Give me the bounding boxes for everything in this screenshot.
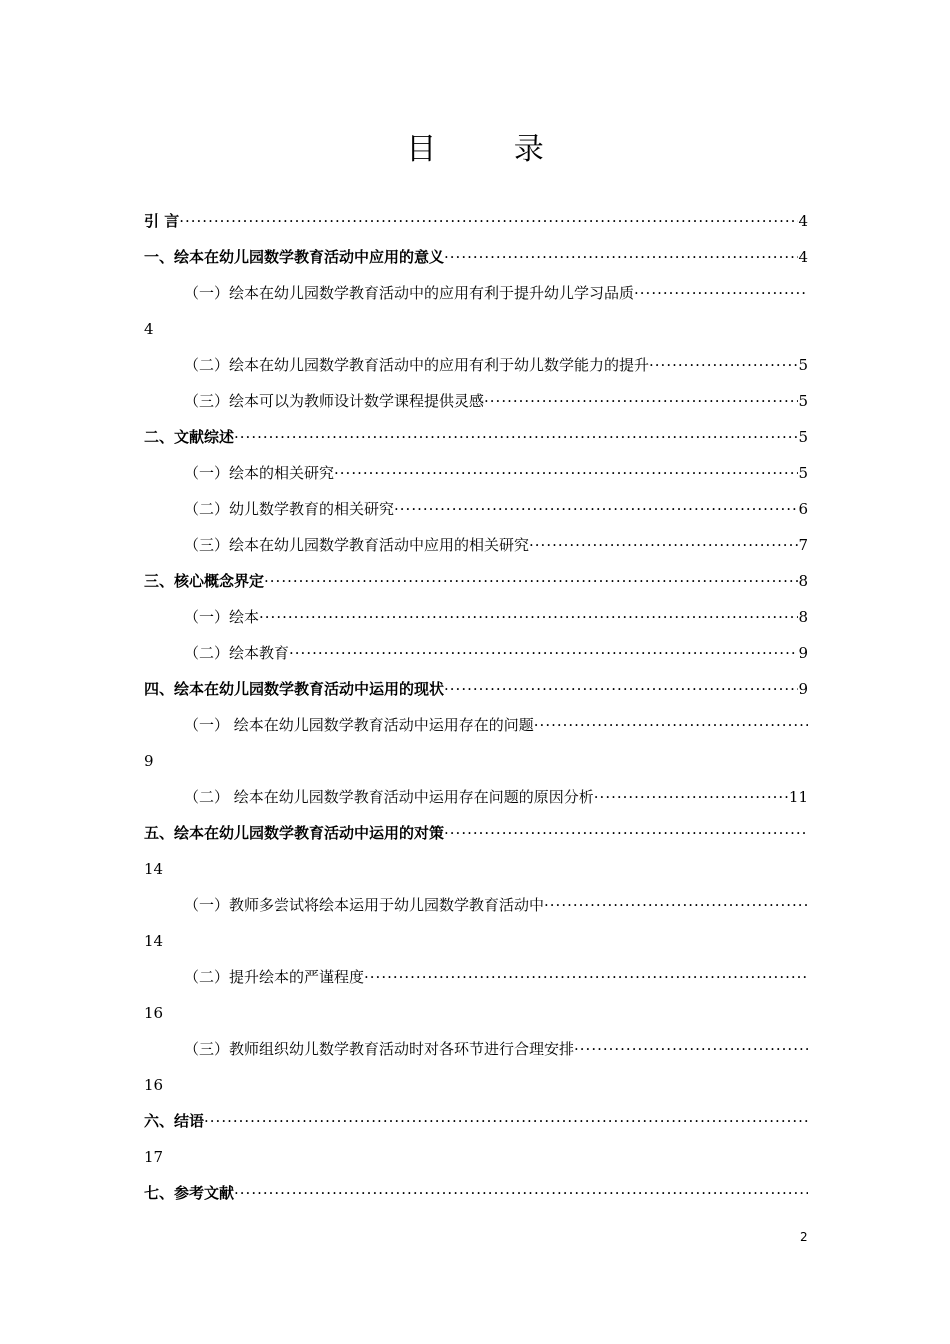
toc-entry-text: （二）提升绘本的严谨程度: [184, 968, 365, 986]
toc-leader-dots: [574, 1038, 808, 1060]
toc-entry-text: 四、绘本在幼儿园数学教育活动中运用的现状: [144, 680, 445, 698]
toc-entry[interactable]: [184, 642, 808, 664]
toc-entry-text: 七、参考文献: [144, 1184, 235, 1202]
toc-leader-dots: [649, 354, 798, 376]
toc-entry-page: 14: [144, 860, 164, 878]
toc-entry[interactable]: [184, 534, 808, 556]
toc-entry-page: 5: [798, 428, 808, 446]
toc-leader-dots: [204, 1110, 808, 1132]
toc-entry-page: 4: [144, 320, 154, 338]
toc-entry-page: 14: [144, 932, 164, 950]
toc-entry[interactable]: [184, 786, 808, 808]
toc-leader-dots: [259, 606, 798, 628]
toc-entry-text: （二） 绘本在幼儿园数学教育活动中运用存在问题的原因分析: [184, 788, 594, 806]
toc-entry-text: （二）幼儿数学教育的相关研究: [184, 500, 395, 518]
toc-entry-page: 9: [798, 680, 808, 698]
toc-leader-dots: [234, 1182, 808, 1204]
toc-entry-page: 5: [798, 356, 808, 374]
toc-leader-dots: [534, 714, 808, 736]
toc-entry-text: （二）绘本教育: [184, 644, 290, 662]
toc-entry-text: （三）绘本可以为教师设计数学课程提供灵感: [184, 392, 485, 410]
toc-title: 目 录: [406, 132, 578, 167]
toc-entry[interactable]: [184, 462, 808, 484]
toc-entry[interactable]: [144, 822, 808, 844]
toc-leader-dots: [529, 534, 798, 556]
toc-leader-dots: [634, 282, 808, 304]
toc-leader-dots: [444, 678, 798, 700]
toc-entry-page: 5: [798, 464, 808, 482]
toc-entry-text: （一）教师多尝试将绘本运用于幼儿园数学教育活动中: [184, 896, 545, 914]
toc-entry-text: （二）绘本在幼儿园数学教育活动中的应用有利于幼儿数学能力的提升: [184, 356, 650, 374]
toc-leader-dots: [334, 462, 798, 484]
toc-entry-text: （三）绘本在幼儿园数学教育活动中应用的相关研究: [184, 536, 530, 554]
toc-entry-text: 引 言: [144, 212, 180, 230]
toc-leader-dots: [364, 966, 808, 988]
toc-entry[interactable]: [184, 1038, 808, 1060]
toc-entry-text: （一） 绘本在幼儿园数学教育活动中运用存在的问题: [184, 716, 534, 734]
toc-entry[interactable]: [144, 570, 808, 592]
toc-entry[interactable]: [184, 966, 808, 988]
toc-entry-page: 9: [144, 752, 154, 770]
toc-entry-page: 16: [144, 1076, 164, 1094]
toc-entry[interactable]: [144, 1182, 808, 1204]
toc-entry-page: 17: [144, 1148, 164, 1166]
toc-entry-page: 4: [798, 248, 808, 266]
toc-leader-dots: [444, 822, 808, 844]
toc-entry[interactable]: [144, 246, 808, 268]
toc-leader-dots: [179, 210, 798, 232]
toc-entry[interactable]: [144, 210, 808, 232]
toc-leader-dots: [444, 246, 798, 268]
toc-entry[interactable]: [184, 606, 808, 628]
toc-entry-text: 五、绘本在幼儿园数学教育活动中运用的对策: [144, 824, 445, 842]
toc-leader-dots: [544, 894, 808, 916]
toc-leader-dots: [594, 786, 789, 808]
toc-entry[interactable]: [184, 390, 808, 412]
toc-entry-text: 一、绘本在幼儿园数学教育活动中应用的意义: [144, 248, 445, 266]
toc-entry-page: 8: [798, 572, 808, 590]
page-number: 2: [800, 1230, 808, 1244]
toc-entry[interactable]: [184, 282, 808, 304]
toc-entry-text: （一）绘本的相关研究: [184, 464, 335, 482]
toc-entry-page: 11: [788, 788, 808, 806]
toc-entry-page: 5: [798, 392, 808, 410]
toc-entry-text: 三、核心概念界定: [144, 572, 265, 590]
toc-entry-page: 9: [798, 644, 808, 662]
toc-entry-page: 8: [798, 608, 808, 626]
toc-entry-page: 4: [798, 212, 808, 230]
toc-entry-text: （一）绘本在幼儿园数学教育活动中的应用有利于提升幼儿学习品质: [184, 284, 635, 302]
toc-leader-dots: [484, 390, 798, 412]
toc-leader-dots: [264, 570, 798, 592]
toc-entry-text: （三）教师组织幼儿数学教育活动时对各环节进行合理安排: [184, 1040, 575, 1058]
toc-entry[interactable]: [144, 1110, 808, 1132]
toc-entry-page: 16: [144, 1004, 164, 1022]
toc-entry[interactable]: [144, 426, 808, 448]
toc-leader-dots: [394, 498, 798, 520]
toc-entry[interactable]: [144, 678, 808, 700]
toc-entry-page: 6: [798, 500, 808, 518]
toc-leader-dots: [289, 642, 798, 664]
toc-entry[interactable]: [184, 714, 808, 736]
toc-entry[interactable]: [184, 894, 808, 916]
toc-leader-dots: [234, 426, 798, 448]
toc-entry[interactable]: [184, 354, 808, 376]
toc-entry-page: 7: [798, 536, 808, 554]
toc-entry-text: 二、文献综述: [144, 428, 235, 446]
toc-entry[interactable]: [184, 498, 808, 520]
toc-entry-text: （一）绘本: [184, 608, 260, 626]
toc-entry-text: 六、结语: [144, 1112, 205, 1130]
